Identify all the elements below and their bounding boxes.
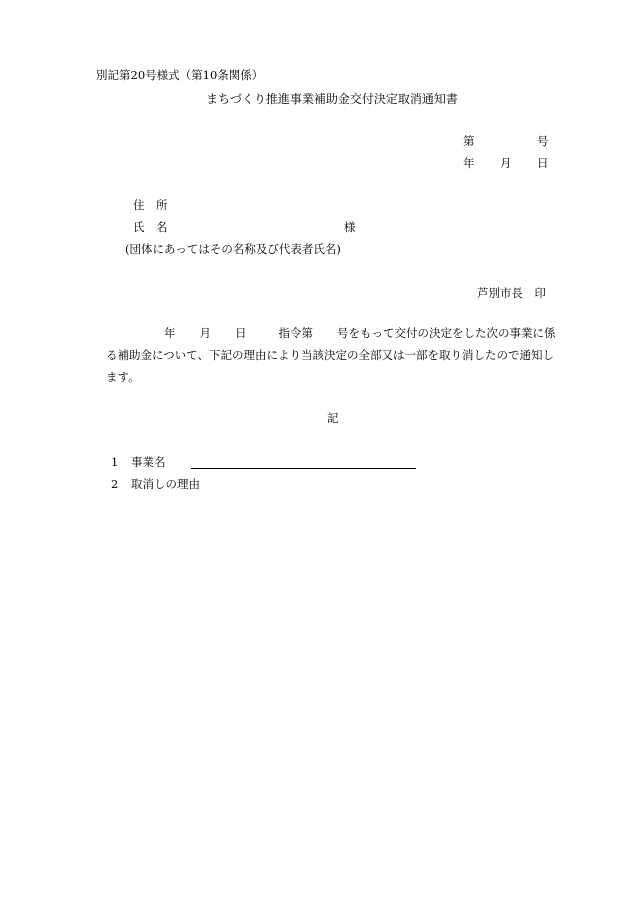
document-title: まちづくり推進事業補助金交付決定取消通知書 [206,92,458,106]
issuer-signature: 芦別市長 印 [477,286,546,300]
name-label: 氏 名 [133,220,168,234]
item-2-number: 2 [111,477,119,491]
item-1-label: 事業名 [131,455,166,469]
body-year: 年 [164,326,176,340]
body-day: 日 [235,326,247,340]
notice-body-line-3: ます。 [106,370,140,384]
notice-body-line-1 [112,322,572,344]
notice-body-line-2: る補助金について、下記の理由により当該決定の全部又は一部を取り消したので通知し [106,348,555,362]
doc-date-year: 年 [463,156,475,170]
item-1-underline [191,468,416,469]
doc-number-prefix: 第 [463,134,475,148]
item-1-number: 1 [111,455,119,469]
body-month: 月 [199,326,211,340]
form-reference: 別記第20号様式（第10条関係） [96,68,264,82]
doc-number-suffix: 号 [537,134,549,148]
ki-heading: 記 [327,411,339,425]
doc-date-day: 日 [537,156,549,170]
item-2-label: 取消しの理由 [131,477,200,491]
doc-date-month: 月 [500,156,512,170]
notice-body [106,322,572,388]
organization-note: (団体にあってはその名称及び代表者氏名) [125,242,341,256]
honorific-sama: 様 [344,220,356,234]
body-order-prefix: 指令第 [278,326,313,340]
body-line-1-rest: 号をもって交付の決定をした次の事業に係 [337,326,556,340]
address-label: 住 所 [133,198,168,212]
